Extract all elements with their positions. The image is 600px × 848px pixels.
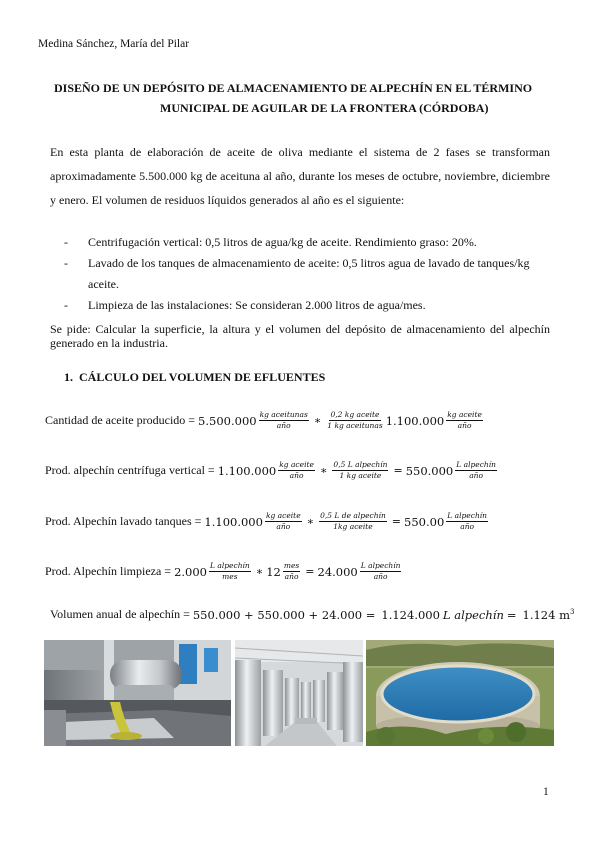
photo-storage-pond [366,640,554,746]
eq-fraction: $\frac{\text{L alpechín}}{\text{año}}$ [447,511,487,531]
eq-fraction: $\frac{\text{0,5 L alpechín}}{\text{1 kg aceite}}$ [333,460,388,480]
eq-result: 1.100.000 [385,413,445,428]
eq-equals: = [391,515,402,528]
eq-label: Prod. Alpechín limpieza = [45,564,172,578]
eq-fraction: $\frac{\text{L alpechín}}{\text{mes}}$ [210,561,250,581]
eq-fraction: $\frac{\text{kg aceite}}{\text{año}}$ [279,460,314,480]
eq-unit: L alpechín [442,607,504,622]
page-number: 1 [543,786,549,798]
eq-equals: = [393,464,403,477]
list-dash: - [64,298,68,312]
eq-fraction: $\frac{\text{L alpechín}}{\text{año}}$ [456,460,496,480]
photo-storage-tanks [235,640,363,746]
title-line-2: MUNICIPAL DE AGUILAR DE LA FRONTERA (CÓRDOBA) [160,101,489,115]
list-item-text: Lavado de los tanques de almacenamiento de aceite: 0,5 litros agua de lavado de tanques/kg aceite. [88,256,530,291]
eq-equals: = [506,607,517,622]
eq-label: Prod. Alpechín lavado tanques = [45,514,202,528]
eq-operator: ∗ [313,414,322,427]
eq-fraction: $\frac{\text{L alpechín}}{\text{año}}$ [360,561,401,581]
eq-result: 550.000 [405,463,454,478]
eq-fraction: $\frac{\text{kg aceite}}{\text{año}}$ [447,410,482,430]
equation-centrifuge [45,460,499,481]
eq-value: 12 [266,564,281,579]
list-item [50,253,550,295]
list-item [50,295,550,316]
eq-fraction: $\frac{\text{0,2 kg aceite}}{\text{1 kg aceitunas}}$ [327,410,383,430]
title-line-1: DISEÑO DE UN DEPÓSITO DE ALMACENAMIENTO DE ALPECHÍN EN EL TÉRMINO [54,81,533,95]
section-title: CÁLCULO DEL VOLUMEN DE EFLUENTES [79,370,326,384]
eq-value: 5.500.000 [198,413,257,428]
eq-fraction: $\frac{\text{mes}}{\text{año}}$ [283,561,300,581]
section-heading [64,370,325,385]
eq-operator: ∗ [255,565,264,578]
author-header: Medina Sánchez, María del Pilar [38,38,190,50]
eq-operator: ∗ [319,464,328,477]
pond-image [366,640,554,746]
eq-value: 2.000 [174,564,208,579]
eq-value: 1.100.000 [217,463,277,478]
eq-result: 550.00 [404,514,445,529]
equation-oil-produced [45,410,485,431]
eq-label: Cantidad de aceite producido = [45,413,196,427]
list-dash: - [64,235,68,249]
eq-label: Prod. alpechín centrífuga vertical = [45,463,215,477]
eq-sum: 550.000 + 550.000 + 24.000 = [192,607,376,622]
equation-annual-volume [50,607,574,622]
section-number: 1. [64,370,73,384]
photo-centrifuge [44,640,231,746]
eq-cubic-meters: 1.124 $m^3$ [522,607,575,622]
list-item [50,232,550,253]
eq-fraction: $\frac{\text{kg aceitunas}}{\text{año}}$ [259,410,308,430]
residue-list [50,232,550,316]
list-dash: - [64,256,68,270]
eq-fraction: $\frac{\text{0,5 L de alpechín}}{\text{1kg aceite}}$ [320,511,386,531]
equation-cleaning [45,561,403,582]
list-item-text: Centrifugación vertical: 0,5 litros de agua/kg de aceite. Rendimiento graso: 20%. [88,235,477,249]
eq-operator: ∗ [306,515,315,528]
eq-fraction: $\frac{\text{kg aceite}}{\text{año}}$ [265,511,301,531]
eq-result: 24.000 [317,564,358,579]
tanks-image [235,640,363,746]
eq-value: 1.100.000 [204,514,263,529]
question-paragraph: Se pide: Calcular la superficie, la altura y el volumen del depósito de almacenamiento del alpechín generado en la industria. [50,322,550,350]
eq-total: 1.124.000 [381,607,440,622]
intro-paragraph: En esta planta de elaboración de aceite de oliva mediante el sistema de 2 fases se transforman aproximadamente 5.500.000 kg de aceituna al año, durante los meses de octubre, noviembre, diciembre y enero. El volumen de residuos líquidos generados al año es el siguiente: [50,145,550,207]
document-title [40,78,560,118]
list-item-text: Limpieza de las instalaciones: Se consideran 2.000 litros de agua/mes. [88,298,426,312]
eq-label: Volumen anual de alpechín = [50,607,190,621]
eq-equals: = [305,565,315,578]
centrifuge-image [44,640,231,746]
equation-tank-washing [45,511,490,532]
